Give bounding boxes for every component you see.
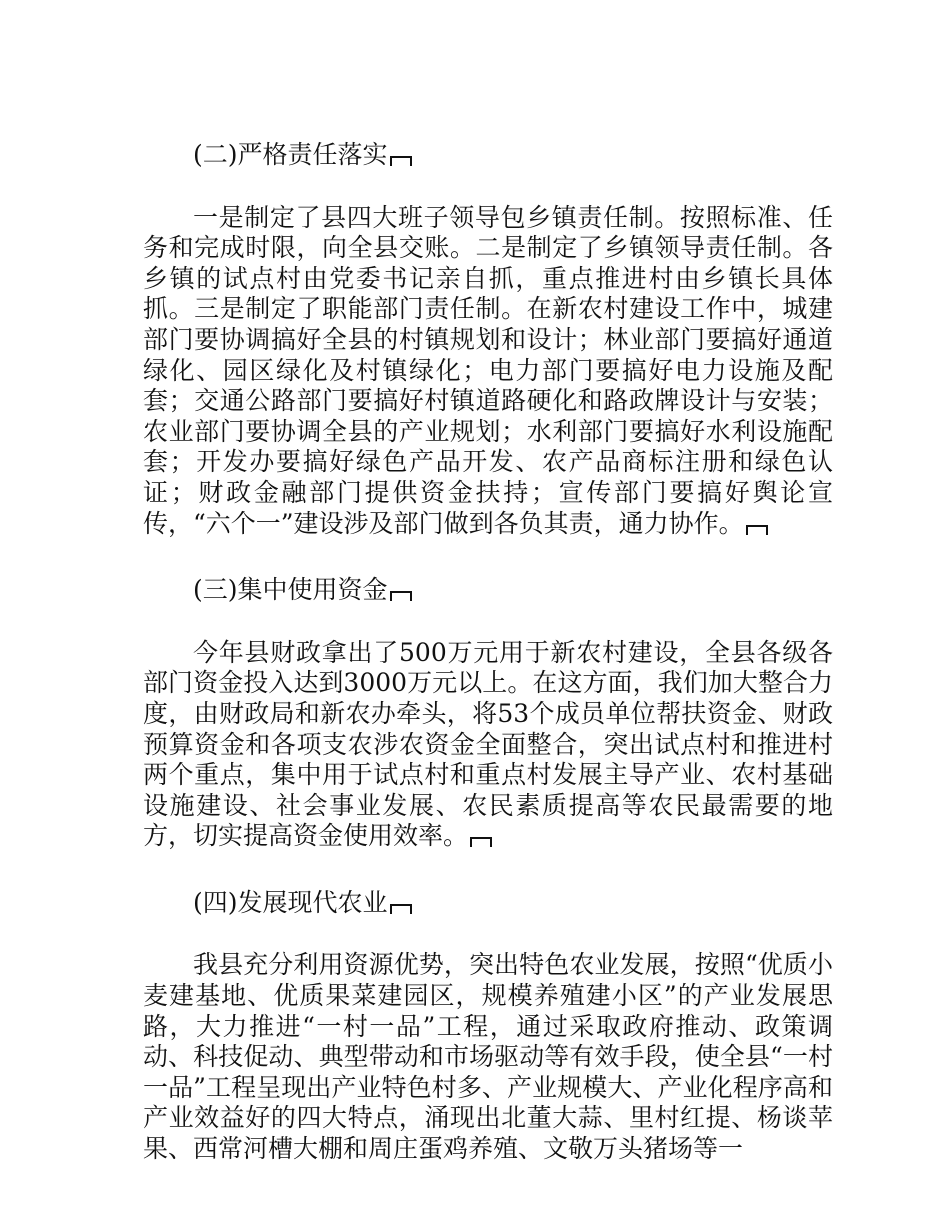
document-body	[143, 140, 833, 1165]
paragraph-mark-icon	[390, 591, 412, 601]
section-paragraph-2	[143, 203, 833, 540]
section-paragraph-3	[143, 638, 833, 852]
section-heading-4-text: (四)发展现代农业	[193, 887, 388, 917]
section-heading-3	[143, 575, 833, 606]
paragraph-mark-icon	[390, 156, 412, 166]
paragraph-mark-icon	[470, 837, 492, 847]
section-paragraph-4	[143, 950, 833, 1164]
section-paragraph-4-text: 我县充分利用资源优势，突出特色农业发展，按照“优质小麦建基地、优质果菜建园区，规模养殖建小区”的产业发展思路，大力推进“一村一品”工程，通过采取政府推动、政策调动、科技促动、典型带动和市场驱动等有效手段，使全县“一村一品”工程呈现出产业特色村多、产业规模大、产业化程序高和产业效益好的四大特点，涌现出北董大蒜、里村红提、杨谈苹果、西常河槽大棚和周庄蛋鸡养殖、文敬万头猪场等一	[143, 950, 833, 1164]
section-heading-2	[143, 140, 833, 171]
section-paragraph-3-text: 今年县财政拿出了500万元用于新农村建设，全县各级各部门资金投入达到3000万元以上。在这方面，我们加大整合力度，由财政局和新农办牵头，将53个成员单位帮扶资金、财政预算资金和各项支农涉农资金全面整合，突出试点村和推进村两个重点，集中用于试点村和重点村发展主导产业、农村基础设施建设、社会事业发展、农民素质提高等农民最需要的地方，切实提高资金使用效率。	[143, 637, 833, 851]
section-paragraph-2-text: 一是制定了县四大班子领导包乡镇责任制。按照标准、任务和完成时限，向全县交账。二是制定了乡镇领导责任制。各乡镇的试点村由党委书记亲自抓，重点推进村由乡镇长具体抓。三是制定了职能部门责任制。在新农村建设工作中，城建部门要协调搞好全县的村镇规划和设计；林业部门要搞好通道绿化、园区绿化及村镇绿化；电力部门要搞好电力设施及配套；交通公路部门要搞好村镇道路硬化和路政牌设计与安装；农业部门要协调全县的产业规划；水利部门要搞好水利设施配套；开发办要搞好绿色产品开发、农产品商标注册和绿色认证；财政金融部门提供资金扶持；宣传部门要搞好舆论宣传，“六个一”建设涉及部门做到各负其责，通力协作。	[143, 202, 833, 538]
section-heading-2-text: (二)严格责任落实	[193, 140, 388, 169]
paragraph-mark-icon	[390, 904, 412, 914]
section-heading-3-text: (三)集中使用资金	[193, 575, 388, 605]
section-heading-4	[143, 888, 833, 919]
paragraph-mark-icon	[746, 525, 768, 535]
